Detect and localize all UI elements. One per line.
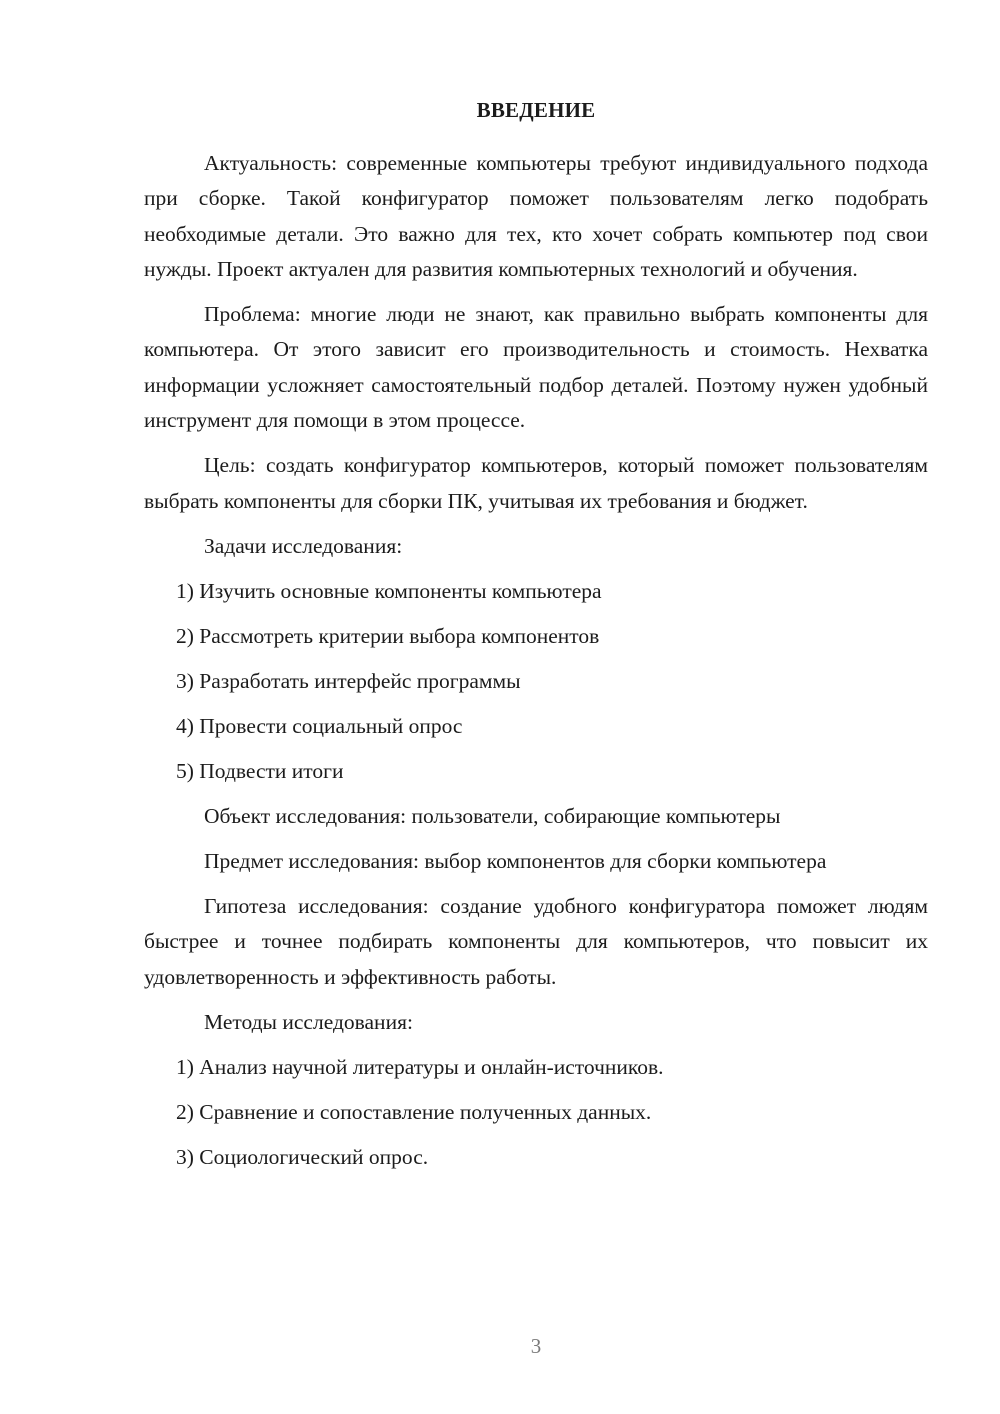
task-item: 5) Подвести итоги xyxy=(176,758,344,783)
tasks-title: Задачи исследования: xyxy=(204,533,403,558)
section-heading: ВВЕДЕНИЕ xyxy=(476,98,596,122)
relevance-paragraph: Актуальность: современные компьютеры требуют индивидуального подхода при сборке. Такой конфигуратор поможет пользователям легко подобрать необходимые детали. Это важно для тех, кто хочет собрать компьютер под свои нужды. Проект актуален для развития компьютерных технологий и обучения. xyxy=(144,151,928,281)
task-item: 3) Разработать интерфейс программы xyxy=(176,668,521,693)
task-item: 4) Провести социальный опрос xyxy=(176,713,463,738)
research-object: Объект исследования: пользователи, собирающие компьютеры xyxy=(204,803,781,828)
method-item: 1) Анализ научной литературы и онлайн-источников. xyxy=(176,1054,664,1079)
hypothesis-paragraph: Гипотеза исследования: создание удобного конфигуратора поможет людям быстрее и точнее подбирать компоненты для компьютеров, что повысит их удовлетворенность и эффективность работы. xyxy=(144,893,928,989)
page-number: 3 xyxy=(530,1334,542,1358)
research-subject: Предмет исследования: выбор компонентов для сборки компьютера xyxy=(204,848,827,873)
task-item: 1) Изучить основные компоненты компьютера xyxy=(176,578,602,603)
method-item: 2) Сравнение и сопоставление полученных данных. xyxy=(176,1099,652,1124)
problem-paragraph: Проблема: многие люди не знают, как правильно выбрать компоненты для компьютера. От этого зависит его производительность и стоимость. Нехватка информации усложняет самостоятельный подбор деталей. Поэтому нужен удобный инструмент для помощи в этом процессе. xyxy=(144,302,928,433)
method-item: 3) Социологический опрос. xyxy=(176,1144,429,1169)
page-content xyxy=(144,96,928,1185)
goal-paragraph: Цель: создать конфигуратор компьютеров, который поможет пользователям выбрать компоненты для сборки ПК, учитывая их требования и бюджет. xyxy=(144,453,928,513)
task-item: 2) Рассмотреть критерии выбора компонентов xyxy=(176,623,600,648)
methods-title: Методы исследования: xyxy=(204,1009,413,1034)
